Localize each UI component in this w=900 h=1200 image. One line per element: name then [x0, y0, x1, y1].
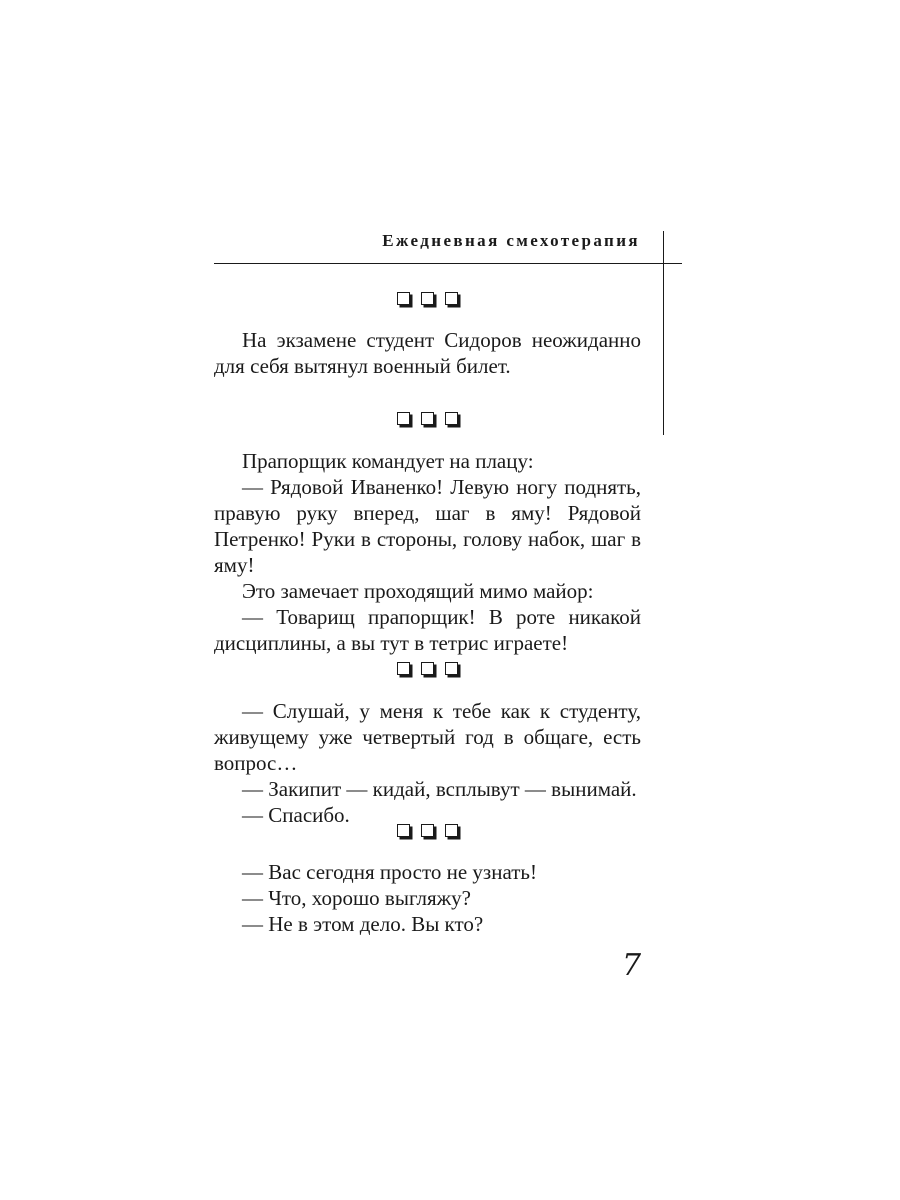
shadowed-square-icon — [421, 662, 434, 675]
shadowed-square-icon — [445, 824, 458, 837]
running-title: Ежедневная смехотерапия — [382, 231, 640, 250]
paragraph: Это замечает проходящий мимо майор: — [242, 579, 594, 603]
dialog-line: — Вас сегодня просто не узнать! — [242, 860, 537, 884]
dialog-line: — Не в этом дело. Вы кто? — [242, 912, 484, 936]
shadowed-square-icon — [397, 412, 410, 425]
shadowed-square-icon — [421, 292, 434, 305]
joke-1 — [214, 327, 641, 379]
shadowed-square-icon — [397, 292, 410, 305]
shadowed-square-icon — [445, 662, 458, 675]
dialog-line: — Что, хорошо выгляжу? — [242, 886, 471, 910]
joke-4 — [214, 859, 641, 937]
paragraph: Прапорщик командует на плацу: — [242, 449, 534, 473]
page-number: 7 — [622, 948, 642, 983]
separator-ornament — [214, 291, 641, 311]
dialog-line: — Закипит — кидай, всплывут — вынимай. — [242, 777, 637, 801]
dialog-line: — Товарищ прапорщик! В роте никакой дисциплины, а вы тут в тетрис играете! — [214, 605, 641, 655]
margin-rule — [663, 231, 664, 435]
separator-ornament — [214, 661, 641, 681]
separator-ornament — [214, 411, 641, 431]
joke-2 — [214, 448, 641, 656]
shadowed-square-icon — [445, 292, 458, 305]
paragraph: На экзамене студент Сидоров неожиданно для себя вытянул военный билет. — [214, 328, 641, 378]
shadowed-square-icon — [421, 824, 434, 837]
dialog-line: — Рядовой Иваненко! Левую ногу поднять, правую руку вперед, шаг в яму! Рядовой Петренко! Руки в стороны, голову набок, шаг в яму! — [214, 475, 641, 577]
separator-ornament — [214, 823, 641, 843]
dialog-line: — Слушай, у меня к тебе как к студенту, живущему уже четвертый год в общаге, есть вопрос… — [214, 699, 641, 775]
shadowed-square-icon — [445, 412, 458, 425]
header-rule — [214, 263, 682, 264]
dialog-line: — Спасибо. — [242, 803, 350, 827]
shadowed-square-icon — [421, 412, 434, 425]
shadowed-square-icon — [397, 662, 410, 675]
joke-3 — [214, 698, 641, 828]
shadowed-square-icon — [397, 824, 410, 837]
